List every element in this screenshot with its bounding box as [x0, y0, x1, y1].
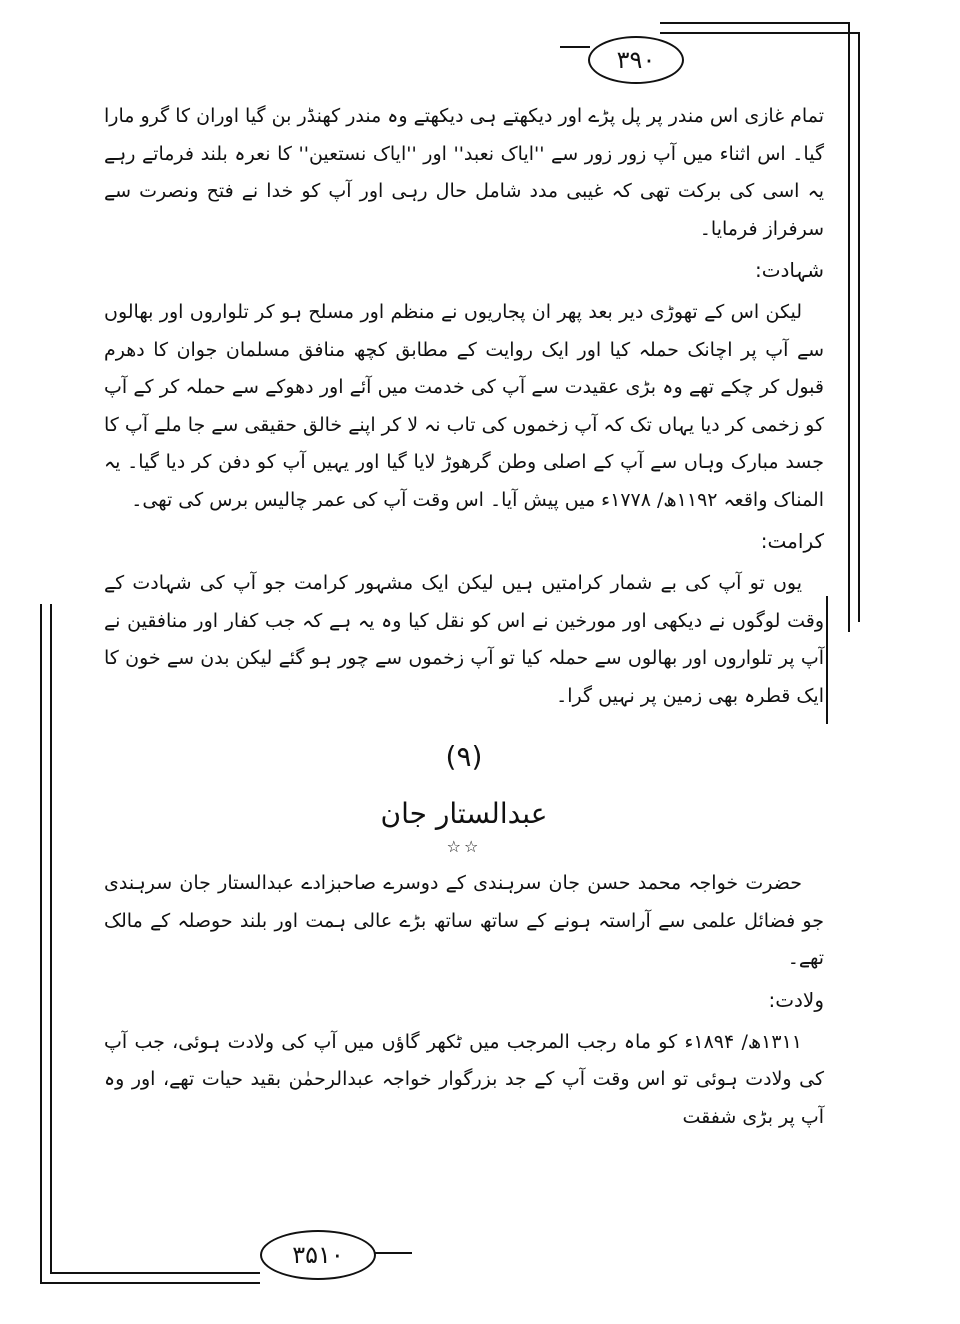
- shahadat-paragraph: لیکن اس کے تھوڑی دیر بعد پھر ان پجاریوں نے منظم اور مسلح ہو کر تلواروں اور بھالوں سے آپ پر اچانک حملہ کیا اور ایک روایت کے مطابق کچھ منافق مسلمان جوان کا دھرم قبول کر چکے تھے وہ بڑی عقیدت سے آپ کی خدمت میں آئے اور دھوکے سے حملہ کر کے آپ کو زخمی کر دیا یہاں تک کہ آپ زخموں کی تاب نہ لا کر اپنے خالق حقیقی سے جا ملے آپ کا جسد مبارک وہاں سے آپ کے اصلی وطن گرھوڑ لایا گیا اور یہیں آپ کو دفن کر دیا گیا۔ یہ المناک واقعہ ۱۱۹۲ھ/ ۱۷۷۸ء میں پیش آیا۔ اس وقت آپ کی عمر چالیس برس کی تھی۔: [104, 301, 824, 511]
- wiladat-paragraph: ۱۳۱۱ھ/ ۱۸۹۴ء کو ماہ رجب المرجب میں ٹکھر گاؤں میں آپ کی ولادت ہوئی، جب آپ کی ولادت ہوئی تو اس وقت آپ کے جد بزرگوار خواجہ عبدالرحمٰن بقید حیات تھے، اور وہ آپ پر بڑی شفقت: [104, 1030, 824, 1128]
- bottom-page-number: [260, 1230, 376, 1280]
- frame-bottom-right: [372, 1252, 412, 1254]
- frame-top-left: [560, 46, 590, 48]
- frame-top-outer: [660, 22, 850, 24]
- intro-paragraph: تمام غازی اس مندر پر پل پڑے اور دیکھتے ہی دیکھتے وہ مندر کھنڈر بن گیا اوران کا گرو مارا گیا۔ اس اثناء میں آپ زور زور سے ''ایاک نعبد'' اور ''ایاک نستعین'' کا نعرہ بلند فرماتے رہے یہ اسی کی برکت تھی کہ غیبی مدد شامل حال رہی اور آپ کو خدا نے فتح ونصرت سے سرفراز فرمایا۔: [104, 105, 824, 240]
- karamat-heading: کرامت:: [760, 529, 824, 553]
- frame-right-inner: [858, 32, 860, 622]
- frame-top-inner: [660, 32, 860, 34]
- page-content: [104, 98, 824, 1136]
- frame-right-outer: [848, 22, 850, 632]
- wiladat-heading: ولادت:: [768, 987, 824, 1012]
- section-number: (۹): [445, 740, 483, 773]
- stars-ornament: ☆☆: [446, 837, 482, 856]
- bottom-page-number-text: ۳۵۱۰: [292, 1241, 344, 1269]
- frame-bottom-inner: [50, 1272, 260, 1274]
- section-title: عبدالستار جان: [380, 797, 548, 830]
- section-intro-paragraph: حضرت خواجہ محمد حسن جان سرہندی کے دوسرے صاحبزادے عبدالستار جان سرہندی جو فضائل علمی سے آراستہ ہونے کے ساتھ ساتھ بڑے عالی ہمت اور بلند حوصلہ کے مالک تھے۔: [104, 872, 824, 969]
- karamat-paragraph: یوں تو آپ کی بے شمار کرامتیں ہیں لیکن ایک مشہور کرامت جو آپ کی شہادت کے وقت لوگوں نے دیکھی اور مورخین نے اس کو نقل کیا وہ یہ ہے کہ جب کفار اور منافقین نے آپ پر تلواروں اور بھالوں سے حملہ کیا تو آپ زخموں سے چور ہو گئے لیکن بدن سے خون کا ایک قطرہ بھی زمین پر نہیں گرا۔: [104, 572, 824, 707]
- top-page-number-text: ۳۹۰: [616, 46, 656, 74]
- frame-bottom-outer: [40, 1282, 260, 1284]
- frame-mid-right: [826, 596, 828, 724]
- top-page-number: [588, 36, 684, 84]
- frame-left-inner: [50, 604, 52, 1274]
- shahadat-heading: شہادت:: [754, 258, 824, 282]
- frame-left-outer: [40, 604, 42, 1284]
